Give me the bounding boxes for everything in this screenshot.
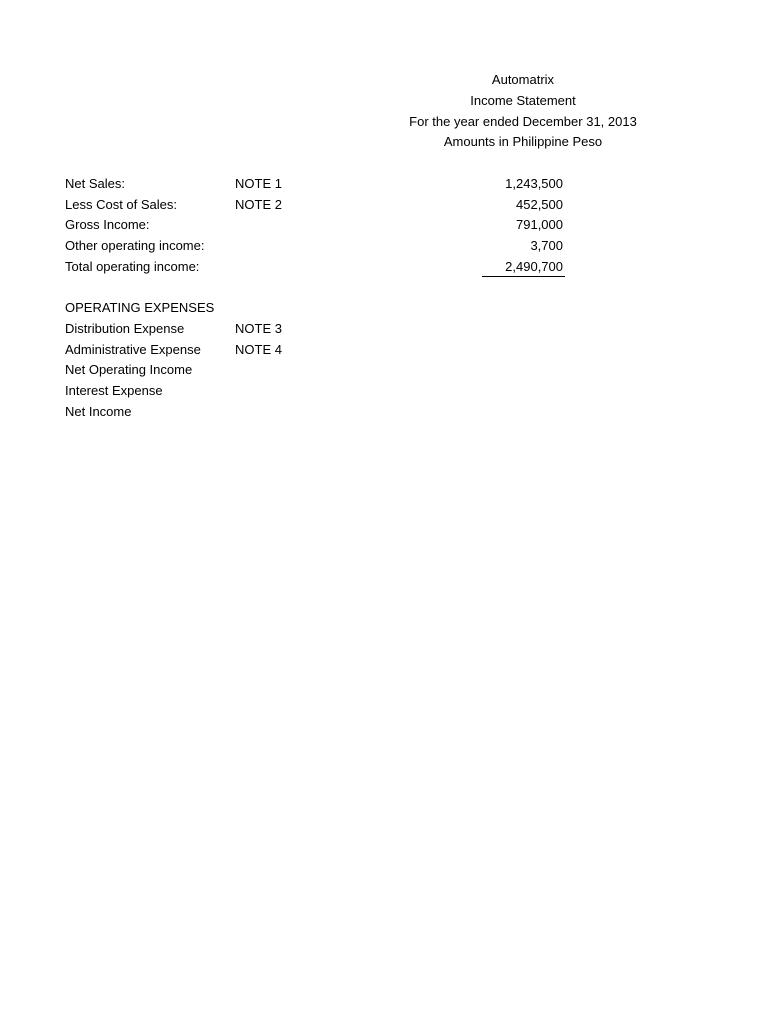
total-underline <box>482 276 565 277</box>
income-row-total-operating-income <box>0 259 768 279</box>
row-amount: 1,243,500 <box>505 176 563 191</box>
expense-row-net-operating-income <box>0 362 768 382</box>
row-label: Less Cost of Sales: <box>65 197 177 212</box>
expense-row-net-income <box>0 404 768 424</box>
note-reference: NOTE 3 <box>235 321 282 336</box>
expense-row-interest-expense <box>0 383 768 403</box>
row-amount: 452,500 <box>516 197 563 212</box>
row-label: Interest Expense <box>65 383 163 398</box>
expense-row-distribution <box>0 321 768 341</box>
income-row-gross-income <box>0 217 768 237</box>
statement-period: For the year ended December 31, 2013 <box>409 114 637 129</box>
row-label: Administrative Expense <box>65 342 201 357</box>
row-label: Gross Income: <box>65 217 150 232</box>
currency-note: Amounts in Philippine Peso <box>443 134 603 149</box>
row-label: Net Operating Income <box>65 362 193 377</box>
income-row-cost-of-sales <box>0 197 768 217</box>
row-label: Distribution Expense <box>65 321 185 336</box>
row-label: Net Income <box>65 404 132 419</box>
income-row-other-operating-income <box>0 238 768 258</box>
note-reference: NOTE 2 <box>235 197 282 212</box>
note-reference: NOTE 4 <box>235 342 282 357</box>
row-amount: 791,000 <box>516 217 563 232</box>
row-label: Other operating income: <box>65 238 205 253</box>
company-name: Automatrix <box>491 72 555 87</box>
note-reference: NOTE 1 <box>235 176 282 191</box>
statement-title: Income Statement <box>470 93 576 108</box>
expense-row-administrative <box>0 342 768 362</box>
row-label: Net Sales: <box>65 176 125 191</box>
operating-expenses-heading-row <box>0 300 768 320</box>
section-heading: OPERATING EXPENSES <box>65 300 215 315</box>
row-label: Total operating income: <box>65 259 200 274</box>
row-amount: 3,700 <box>530 238 563 253</box>
income-row-net-sales <box>0 176 768 196</box>
row-amount: 2,490,700 <box>505 259 563 274</box>
